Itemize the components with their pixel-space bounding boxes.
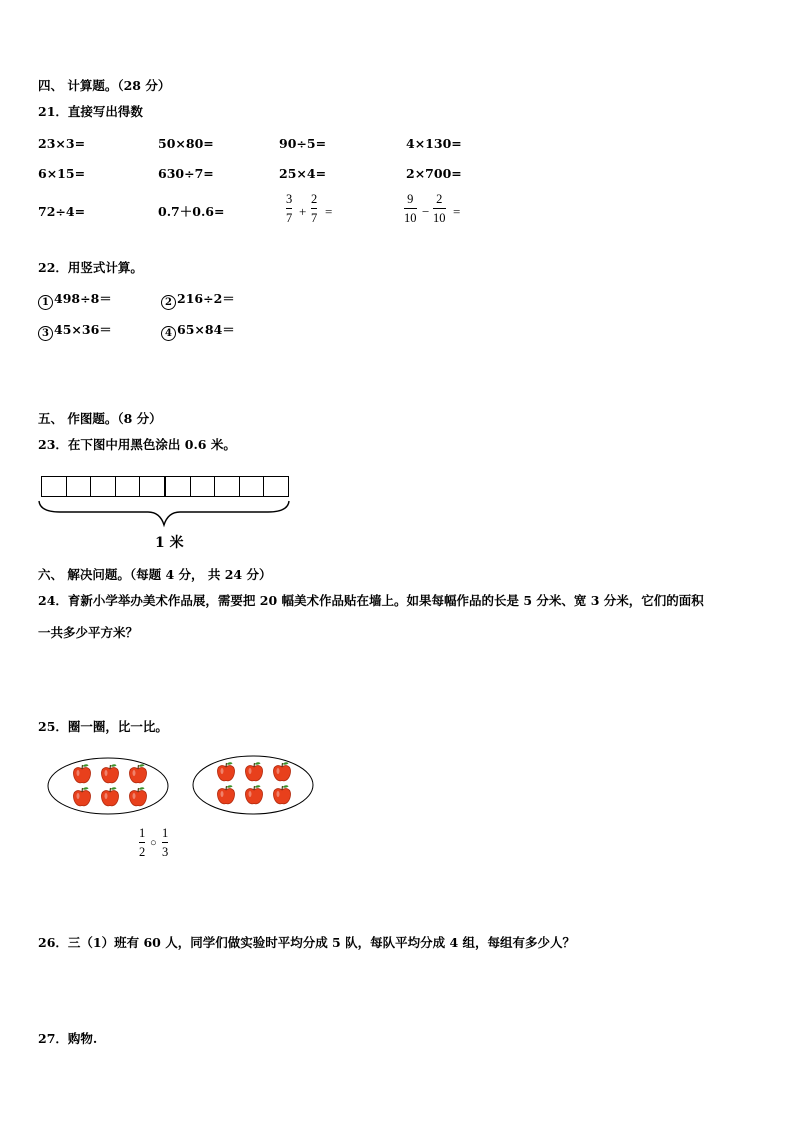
apple-icon xyxy=(244,784,264,806)
apple-icon xyxy=(128,786,148,808)
calc-item: 72÷4= xyxy=(38,204,86,219)
strip-cell[interactable] xyxy=(239,477,264,496)
denominator: 7 xyxy=(311,210,318,225)
meter-strip[interactable] xyxy=(41,476,289,497)
apple-icon xyxy=(72,763,92,785)
apple-icon xyxy=(272,761,292,783)
numerator: 3 xyxy=(286,192,293,206)
operator: + xyxy=(299,204,307,219)
vertical-calc-item: 2 216÷2＝ xyxy=(161,293,235,310)
operator: − xyxy=(422,204,430,219)
section-4-heading: 四、 计算题。（28 分） xyxy=(38,78,171,93)
vertical-calc-item: 1 498÷8＝ xyxy=(38,293,112,310)
vertical-calc-item: 3 45×36＝ xyxy=(38,324,112,341)
compare-circle[interactable]: ○ xyxy=(150,837,157,849)
apple-icon xyxy=(216,761,236,783)
fraction xyxy=(433,193,446,224)
question-24-line1: 24．育新小学举办美术作品展，需要把 20 幅美术作品贴在墙上。如果每幅作品的长是 5 分米、宽 3 分米，它们的面积 xyxy=(38,593,704,608)
circled-number: 2 xyxy=(161,295,176,310)
question-26: 26．三（1）班有 60 人，同学们做实验时平均分成 5 队，每队平均分成 4 组，每组有多少人？ xyxy=(38,935,575,950)
strip-cell[interactable] xyxy=(90,477,115,496)
strip-cell[interactable] xyxy=(263,477,288,496)
numerator: 1 xyxy=(162,826,169,840)
strip-cell[interactable] xyxy=(214,477,239,496)
calc-item: 2×700= xyxy=(406,166,462,181)
calc-item: 90÷5= xyxy=(279,136,327,151)
circled-number: 4 xyxy=(161,326,176,341)
denominator: 2 xyxy=(139,844,146,859)
fraction xyxy=(286,193,292,224)
calc-item: 50×80= xyxy=(158,136,214,151)
apple-icon xyxy=(272,784,292,806)
circled-number: 3 xyxy=(38,326,53,341)
equals-sign: = xyxy=(453,204,461,219)
strip-cell[interactable] xyxy=(42,477,66,496)
equals-sign: = xyxy=(325,204,333,219)
calc-item: 6×15= xyxy=(38,166,86,181)
strip-cell[interactable] xyxy=(115,477,140,496)
calc-item: 23×3= xyxy=(38,136,86,151)
strip-cell[interactable] xyxy=(190,477,215,496)
brace-icon xyxy=(36,498,294,530)
calc-item: 4×130= xyxy=(406,136,462,151)
vertical-calc-item: 4 65×84＝ xyxy=(161,324,235,341)
denominator: 10 xyxy=(404,210,417,225)
numerator: 2 xyxy=(311,192,318,206)
question-21-title: 21．直接写出得数 xyxy=(38,104,143,119)
numerator: 2 xyxy=(436,192,443,206)
strip-cell[interactable] xyxy=(139,477,164,496)
apple-icon xyxy=(128,763,148,785)
circled-number: 1 xyxy=(38,295,53,310)
apple-icon xyxy=(244,761,264,783)
apple-icon xyxy=(216,784,236,806)
question-27: 27．购物. xyxy=(38,1031,98,1046)
calc-item: 630÷7= xyxy=(158,166,214,181)
fraction xyxy=(162,827,168,858)
section-5-heading: 五、 作图题。（8 分） xyxy=(38,411,162,426)
calc-item: 0.7＋0.6= xyxy=(158,204,225,219)
apple-icon xyxy=(100,786,120,808)
brace-label: 1 米 xyxy=(155,535,184,551)
calc-item: 25×4= xyxy=(279,166,327,181)
fraction xyxy=(404,193,417,224)
apple-icon xyxy=(100,763,120,785)
strip-cell[interactable] xyxy=(66,477,91,496)
section-6-heading: 六、 解决问题。（每题 4 分， 共 24 分） xyxy=(38,567,272,582)
numerator: 9 xyxy=(407,192,414,206)
question-22-title: 22．用竖式计算。 xyxy=(38,260,143,275)
question-24-line2: 一共多少平方米？ xyxy=(38,625,139,640)
numerator: 1 xyxy=(139,826,146,840)
denominator: 3 xyxy=(162,844,169,859)
apple-icon xyxy=(72,786,92,808)
question-23-title: 23．在下图中用黑色涂出 0.6 米。 xyxy=(38,437,236,452)
strip-cell[interactable] xyxy=(164,477,190,496)
fraction xyxy=(139,827,145,858)
fraction xyxy=(311,193,317,224)
denominator: 10 xyxy=(433,210,446,225)
denominator: 7 xyxy=(286,210,293,225)
question-25-title: 25．圈一圈，比一比。 xyxy=(38,719,168,734)
